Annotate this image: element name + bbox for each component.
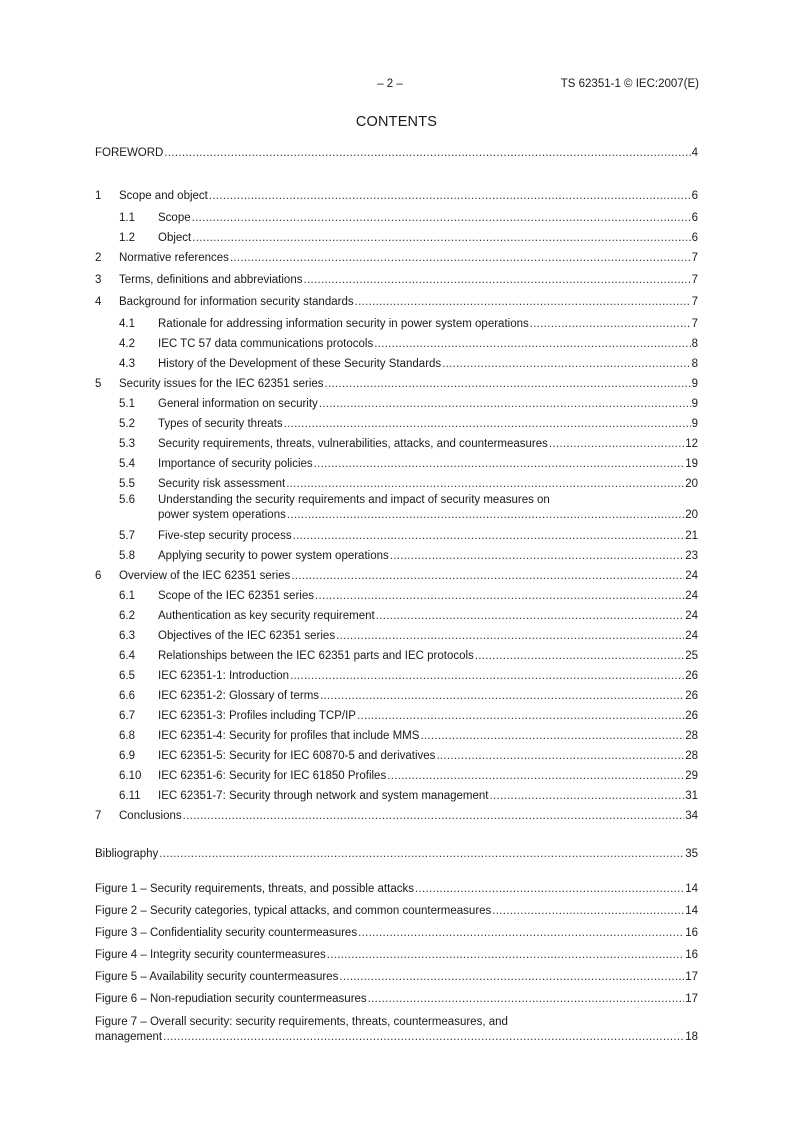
toc-entry-number: 1 <box>95 190 102 202</box>
toc-entry[interactable] <box>95 688 698 704</box>
toc-entry-page: 8 <box>691 338 698 350</box>
toc-entry-page: 24 <box>685 610 698 622</box>
toc-entry-title: Terms, definitions and abbreviations <box>119 274 303 286</box>
toc-entry-number: 6 <box>95 570 102 582</box>
toc-leader-line <box>158 768 698 784</box>
toc-entry-number: 4 <box>95 296 102 308</box>
toc-foreword[interactable] <box>95 145 698 161</box>
dot-leader <box>192 210 691 226</box>
dot-leader <box>376 608 685 624</box>
toc-entry-page: 7 <box>691 252 698 264</box>
toc-entry-page: 26 <box>685 670 698 682</box>
toc-entry-title: IEC 62351-4: Security for profiles that include MMS <box>158 730 420 742</box>
toc-entry-title: Figure 1 – Security requirements, threats, and possible attacks <box>95 883 414 895</box>
toc-entry[interactable] <box>95 608 698 624</box>
toc-entry-number: 5.3 <box>119 438 135 450</box>
toc-entry-title: Importance of security policies <box>158 458 313 470</box>
toc-entry-title: Relationships between the IEC 62351 parts and IEC protocols <box>158 650 474 662</box>
toc-leader-line <box>119 250 698 266</box>
toc-entry-page: 26 <box>685 690 698 702</box>
toc-entry-number: 6.1 <box>119 590 135 602</box>
toc-entry-page: 6 <box>691 190 698 202</box>
toc-entry-number: 4.2 <box>119 338 135 350</box>
toc-entry-number: 6.2 <box>119 610 135 622</box>
toc-entry-title: power system operations <box>158 509 286 521</box>
toc-entry[interactable] <box>95 708 698 724</box>
dot-leader <box>159 846 684 862</box>
toc-leader-line <box>158 336 698 352</box>
toc-entry-number: 1.1 <box>119 212 135 224</box>
toc-entry-title: IEC 62351-6: Security for IEC 61850 Profiles <box>158 770 387 782</box>
dot-leader <box>230 250 691 266</box>
dot-leader <box>290 668 684 684</box>
dot-leader <box>164 145 690 161</box>
toc-entry-number: 4.1 <box>119 318 135 330</box>
toc-entry[interactable] <box>95 788 698 804</box>
toc-leader-line <box>158 648 698 664</box>
toc-entry-page: 28 <box>685 730 698 742</box>
toc-figure-entry[interactable] <box>95 969 698 985</box>
toc-entry-number: 6.9 <box>119 750 135 762</box>
dot-leader <box>387 768 684 784</box>
toc-leader-line <box>158 210 698 226</box>
dot-leader <box>314 456 685 472</box>
toc-entry[interactable] <box>95 416 698 432</box>
toc-entry-page: 9 <box>691 418 698 430</box>
toc-entry-page: 9 <box>691 378 698 390</box>
toc-leader-line <box>158 788 698 804</box>
toc-entry-page: 9 <box>691 398 698 410</box>
dot-leader <box>183 808 685 824</box>
toc-leader-line <box>119 272 698 288</box>
toc-entry-page: 7 <box>691 318 698 330</box>
toc-entry-title: Figure 3 – Confidentiality security countermeasures <box>95 927 358 939</box>
toc-leader-line <box>158 476 698 492</box>
toc-entry-page: 14 <box>685 905 698 917</box>
dot-leader <box>286 476 684 492</box>
toc-entry-number: 6.5 <box>119 670 135 682</box>
toc-entry-page: 25 <box>685 650 698 662</box>
toc-entry[interactable] <box>95 316 698 332</box>
toc-entry[interactable] <box>95 356 698 372</box>
toc-entry[interactable] <box>95 748 698 764</box>
page-header <box>0 78 793 94</box>
toc-entry-title: Scope of the IEC 62351 series <box>158 590 314 602</box>
toc-entry[interactable] <box>95 210 698 226</box>
toc-leader-line <box>95 846 698 862</box>
toc-leader-line <box>95 881 698 897</box>
toc-entry-page: 17 <box>685 971 698 983</box>
toc-figure-entry[interactable] <box>95 925 698 941</box>
dot-leader <box>287 507 684 523</box>
toc-entry-title: Rationale for addressing information security in power system operations <box>158 318 529 330</box>
dot-leader <box>303 272 690 288</box>
toc-leader-line <box>158 668 698 684</box>
toc-entry-title: History of the Development of these Security Standards <box>158 358 442 370</box>
dot-leader <box>436 748 684 764</box>
toc-leader-line <box>158 688 698 704</box>
toc-entry-page: 26 <box>685 710 698 722</box>
toc-entry[interactable] <box>95 728 698 744</box>
toc-entry-title: Types of security threats <box>158 418 283 430</box>
toc-entry-page: 14 <box>685 883 698 895</box>
dot-leader <box>390 548 684 564</box>
toc-entry-page: 24 <box>685 570 698 582</box>
toc-entry-page: 16 <box>685 949 698 961</box>
toc-leader-line <box>119 294 698 310</box>
toc-entry[interactable] <box>95 336 698 352</box>
toc-entry-title-line1: Understanding the security requirements and impact of security measures on <box>158 494 550 506</box>
toc-entry[interactable] <box>95 376 698 392</box>
toc-leader-line <box>158 728 698 744</box>
toc-entry[interactable] <box>95 456 698 472</box>
toc-entry-title: IEC 62351-5: Security for IEC 60870-5 and derivatives <box>158 750 436 762</box>
toc-entry-page: 24 <box>685 590 698 602</box>
toc-entry-page: 8 <box>691 358 698 370</box>
toc-entry-title: Five-step security process <box>158 530 292 542</box>
toc-entry-title: Figure 5 – Availability security countermeasures <box>95 971 339 983</box>
toc-entry-title: Security requirements, threats, vulnerabilities, attacks, and countermeasures <box>158 438 548 450</box>
dot-leader <box>357 708 684 724</box>
toc-leader-line <box>119 808 698 824</box>
dot-leader <box>336 628 684 644</box>
toc-entry-number: 6.8 <box>119 730 135 742</box>
toc-leader-line <box>95 925 698 941</box>
toc-entry[interactable] <box>95 528 698 544</box>
toc-figure-entry[interactable] <box>95 1014 698 1043</box>
dot-leader <box>339 969 684 985</box>
toc-leader-line <box>158 628 698 644</box>
toc-entry-number: 6.4 <box>119 650 135 662</box>
toc-leader-line <box>158 708 698 724</box>
toc-leader-line <box>158 748 698 764</box>
toc-entry-number: 6.11 <box>119 790 141 802</box>
toc-entry[interactable] <box>95 436 698 452</box>
toc-entry-number: 6.6 <box>119 690 135 702</box>
toc-entry-number: 7 <box>95 810 102 822</box>
toc-leader-line <box>158 548 698 564</box>
toc-entry-page: 6 <box>691 232 698 244</box>
toc-figure-entry[interactable] <box>95 881 698 897</box>
toc-leader-line <box>95 947 698 963</box>
dot-leader <box>315 588 684 604</box>
toc-leader-line <box>158 528 698 544</box>
toc-entry-title: Scope <box>158 212 191 224</box>
toc-entry-page: 7 <box>691 296 698 308</box>
toc-entry[interactable] <box>95 272 698 288</box>
toc-entry-number: 5.5 <box>119 478 135 490</box>
toc-entry-page: 17 <box>685 993 698 1005</box>
toc-entry-page: 34 <box>685 810 698 822</box>
toc-entry-page: 18 <box>685 1031 698 1043</box>
toc-entry-title: IEC TC 57 data communications protocols <box>158 338 374 350</box>
toc-entry-number: 5.2 <box>119 418 135 430</box>
dot-leader <box>415 881 684 897</box>
toc-entry-title: management <box>95 1031 163 1043</box>
toc-entry-title: Figure 6 – Non-repudiation security countermeasures <box>95 993 367 1005</box>
dot-leader <box>374 336 690 352</box>
toc-entry[interactable] <box>95 668 698 684</box>
toc-leader-line <box>95 969 698 985</box>
dot-leader <box>209 188 691 204</box>
dot-leader <box>549 436 684 452</box>
toc-entry-title: Applying security to power system operations <box>158 550 389 562</box>
toc-leader-line <box>95 145 698 161</box>
toc-entry-page: 4 <box>691 147 698 159</box>
dot-leader <box>319 396 691 412</box>
dot-leader <box>163 1029 684 1045</box>
toc-entry-page: 23 <box>685 550 698 562</box>
toc-leader-line <box>119 376 698 392</box>
toc-entry-title: Scope and object <box>119 190 208 202</box>
toc-entry[interactable] <box>95 476 698 492</box>
toc-entry-page: 31 <box>685 790 698 802</box>
toc-bibliography[interactable] <box>95 846 698 862</box>
toc-entry-page: 21 <box>685 530 698 542</box>
dot-leader <box>442 356 690 372</box>
toc-leader-line <box>158 507 698 523</box>
toc-entry[interactable] <box>95 768 698 784</box>
toc-entry-title: Figure 4 – Integrity security countermeasures <box>95 949 326 961</box>
dot-leader <box>420 728 684 744</box>
dot-leader <box>325 376 691 392</box>
toc-entry-title: Normative references <box>119 252 229 264</box>
toc-entry[interactable] <box>95 568 698 584</box>
dot-leader <box>355 294 691 310</box>
toc-entry-title: Objectives of the IEC 62351 series <box>158 630 336 642</box>
toc-entry[interactable] <box>95 628 698 644</box>
toc-entry-page: 16 <box>685 927 698 939</box>
toc-leader-line <box>158 356 698 372</box>
dot-leader <box>475 648 684 664</box>
toc-entry[interactable] <box>95 188 698 204</box>
toc-entry-title: FOREWORD <box>95 147 164 159</box>
toc-entry-number: 5.1 <box>119 398 135 410</box>
toc-entry-number: 5.4 <box>119 458 135 470</box>
toc-entry-page: 19 <box>685 458 698 470</box>
toc-figure-entry[interactable] <box>95 991 698 1007</box>
toc-entry[interactable] <box>95 294 698 310</box>
toc-leader-line <box>95 1029 698 1045</box>
toc-leader-line <box>158 416 698 432</box>
toc-entry-title: IEC 62351-1: Introduction <box>158 670 290 682</box>
toc-entry-title-line1: Figure 7 – Overall security: security requirements, threats, countermeasures, and <box>95 1016 508 1028</box>
dot-leader <box>530 316 691 332</box>
toc-entry-page: 20 <box>685 478 698 490</box>
toc-leader-line <box>158 436 698 452</box>
toc-entry-number: 6.10 <box>119 770 142 782</box>
toc-entry-title: IEC 62351-3: Profiles including TCP/IP <box>158 710 356 722</box>
toc-entry-title: General information on security <box>158 398 318 410</box>
toc-leader-line <box>158 608 698 624</box>
dot-leader <box>284 416 691 432</box>
dot-leader <box>293 528 685 544</box>
toc-entry-title: Conclusions <box>119 810 182 822</box>
toc-entry[interactable] <box>95 588 698 604</box>
toc-entry[interactable] <box>95 250 698 266</box>
toc-entry-title: Object <box>158 232 192 244</box>
toc-entry-page: 28 <box>685 750 698 762</box>
toc-leader-line <box>119 188 698 204</box>
toc-entry-title: IEC 62351-2: Glossary of terms <box>158 690 320 702</box>
toc-entry-page: 12 <box>685 438 698 450</box>
toc-entry-number: 4.3 <box>119 358 135 370</box>
toc-leader-line <box>158 396 698 412</box>
toc-entry-title: Bibliography <box>95 848 159 860</box>
toc-entry-number: 5.6 <box>119 494 135 506</box>
toc-entry-number: 5 <box>95 378 102 390</box>
dot-leader <box>320 688 684 704</box>
dot-leader <box>489 788 684 804</box>
toc-figure-entry[interactable] <box>95 947 698 963</box>
toc-figure-entry[interactable] <box>95 903 698 919</box>
toc-entry-number: 5.7 <box>119 530 135 542</box>
toc-leader-line <box>158 316 698 332</box>
dot-leader <box>358 925 684 941</box>
toc-entry-number: 5.8 <box>119 550 135 562</box>
toc-entry[interactable] <box>95 230 698 246</box>
toc-leader-line <box>119 568 698 584</box>
toc-entry-number: 1.2 <box>119 232 135 244</box>
page-number: – 2 – <box>377 78 403 90</box>
toc-leader-line <box>158 230 698 246</box>
toc-entry[interactable] <box>95 648 698 664</box>
toc-entry-page: 20 <box>685 509 698 521</box>
toc-leader-line <box>158 588 698 604</box>
toc-entry-title: Security risk assessment <box>158 478 286 490</box>
toc-entry[interactable] <box>95 396 698 412</box>
toc-entry-page: 29 <box>685 770 698 782</box>
toc-entry-title: Overview of the IEC 62351 series <box>119 570 291 582</box>
toc-leader-line <box>158 456 698 472</box>
dot-leader <box>291 568 684 584</box>
toc-entry-number: 3 <box>95 274 102 286</box>
toc-entry[interactable] <box>95 548 698 564</box>
toc-leader-line <box>95 991 698 1007</box>
toc-entry-title: IEC 62351-7: Security through network and system management <box>158 790 489 802</box>
dot-leader <box>368 991 685 1007</box>
toc-entry-title: Authentication as key security requirement <box>158 610 375 622</box>
dot-leader <box>192 230 690 246</box>
toc-entry-title: Background for information security standards <box>119 296 354 308</box>
toc-entry-number: 2 <box>95 252 102 264</box>
dot-leader <box>327 947 684 963</box>
toc-entry[interactable] <box>95 492 698 521</box>
toc-entry-page: 6 <box>691 212 698 224</box>
page-title: CONTENTS <box>355 114 438 130</box>
toc-entry-title: Security issues for the IEC 62351 series <box>119 378 324 390</box>
toc-entry-number: 6.3 <box>119 630 135 642</box>
toc-entry[interactable] <box>95 808 698 824</box>
toc-entry-page: 7 <box>691 274 698 286</box>
toc-entry-page: 24 <box>685 630 698 642</box>
toc-entry-page: 35 <box>685 848 698 860</box>
toc-leader-line <box>95 903 698 919</box>
toc-entry-title: Figure 2 – Security categories, typical attacks, and common countermeasures <box>95 905 492 917</box>
toc-entry-number: 6.7 <box>119 710 135 722</box>
dot-leader <box>492 903 684 919</box>
document-reference: TS 62351-1 © IEC:2007(E) <box>560 78 699 90</box>
